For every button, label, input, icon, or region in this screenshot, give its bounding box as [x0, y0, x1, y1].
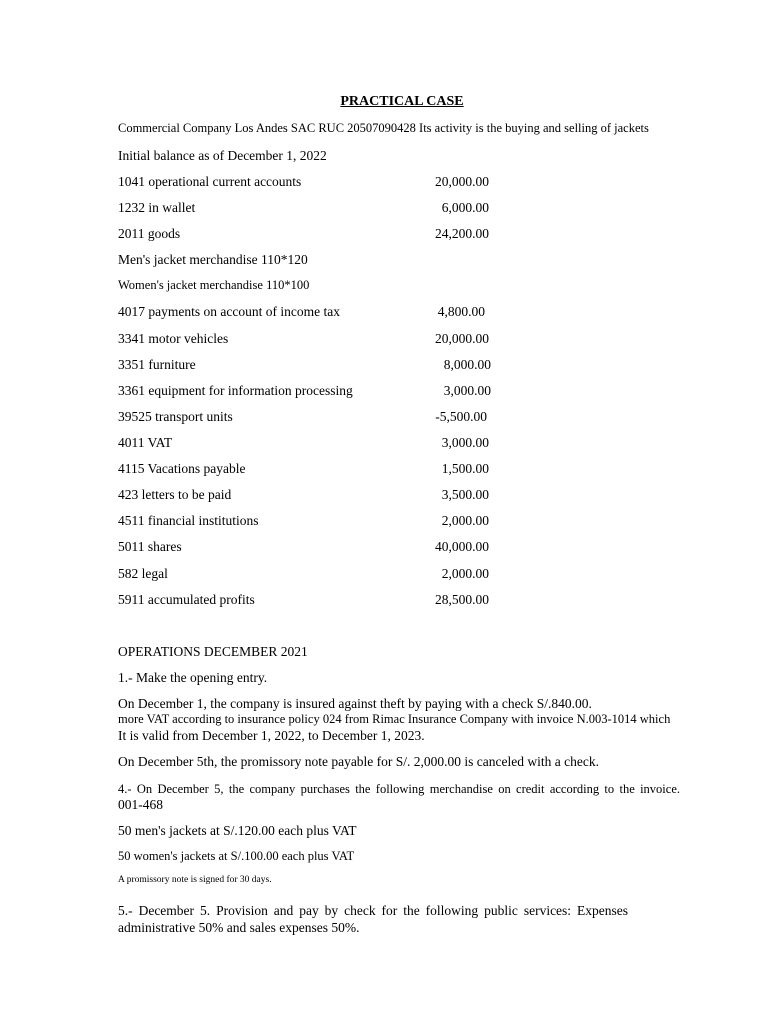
account-amount: 4,800.00	[437, 304, 485, 319]
account-amount: 40,000.00	[435, 539, 489, 554]
account-label: 582 legal	[118, 566, 168, 581]
account-label: 5911 accumulated profits	[118, 592, 255, 607]
account-amount: 20,000.00	[435, 331, 489, 346]
operation-2-line2: more VAT according to insurance policy 024 from Rimac Insurance Company with invoice N.003-1014 which	[118, 712, 671, 726]
operation-4-line2: 001-468	[118, 797, 163, 812]
account-amount: 1,500.00	[441, 461, 489, 476]
account-amount: 2,000.00	[441, 566, 489, 581]
operation-4-line1: 4.- On December 5, the company purchases the following merchandise on credit according to the invoice.	[118, 782, 680, 796]
operation-4-item-1: 50 men's jackets at S/.120.00 each plus VAT	[118, 823, 357, 838]
account-label: 2011 goods	[118, 226, 181, 241]
operation-5: 5.- December 5. Provision and pay by check for the following public services: Expenses administrative 50% and sales expenses 50%.	[118, 903, 628, 935]
account-label: 4511 financial institutions	[118, 513, 259, 528]
initial-balance-heading: Initial balance as of December 1, 2022	[118, 148, 327, 163]
page-title: PRACTICAL CASE	[340, 94, 464, 109]
company-line: Commercial Company Los Andes SAC RUC 20507090428 Its activity is the buying and selling of jackets	[118, 121, 649, 135]
operation-4-note: A promissory note is signed for 30 days.	[118, 875, 272, 885]
account-label: 5011 shares	[118, 539, 182, 554]
operations-heading: OPERATIONS DECEMBER 2021	[118, 644, 308, 659]
account-amount: -5,500.00	[435, 409, 487, 424]
operation-3: On December 5th, the promissory note payable for S/. 2,000.00 is canceled with a check.	[118, 754, 599, 769]
account-amount: 6,000.00	[441, 200, 489, 215]
account-amount: 2,000.00	[441, 513, 489, 528]
account-label: 3351 furniture	[118, 357, 196, 372]
account-label: 1041 operational current accounts	[118, 174, 302, 189]
account-label: Men's jacket merchandise 110*120	[118, 252, 308, 267]
operation-2-line3: It is valid from December 1, 2022, to December 1, 2023.	[118, 728, 425, 743]
account-amount: 28,500.00	[435, 592, 489, 607]
account-label: 423 letters to be paid	[118, 487, 232, 502]
account-label: 4115 Vacations payable	[118, 461, 246, 476]
account-amount: 3,000.00	[441, 435, 489, 450]
account-label: 4011 VAT	[118, 435, 173, 450]
account-amount: 3,000.00	[443, 383, 491, 398]
account-label: 39525 transport units	[118, 409, 233, 424]
account-amount: 24,200.00	[435, 226, 489, 241]
account-label: 1232 in wallet	[118, 200, 196, 215]
operation-2-line1: On December 1, the company is insured against theft by paying with a check S/.840.00.	[118, 696, 592, 711]
account-label: 4017 payments on account of income tax	[118, 304, 340, 319]
account-amount: 8,000.00	[443, 357, 491, 372]
account-label: 3361 equipment for information processing	[118, 383, 353, 398]
account-amount: 20,000.00	[435, 174, 489, 189]
account-amount: 3,500.00	[441, 487, 489, 502]
operation-1: 1.- Make the opening entry.	[118, 670, 268, 685]
account-label: 3341 motor vehicles	[118, 331, 229, 346]
operation-4-item-2: 50 women's jackets at S/.100.00 each plus VAT	[118, 849, 355, 863]
account-label: Women's jacket merchandise 110*100	[118, 278, 310, 292]
